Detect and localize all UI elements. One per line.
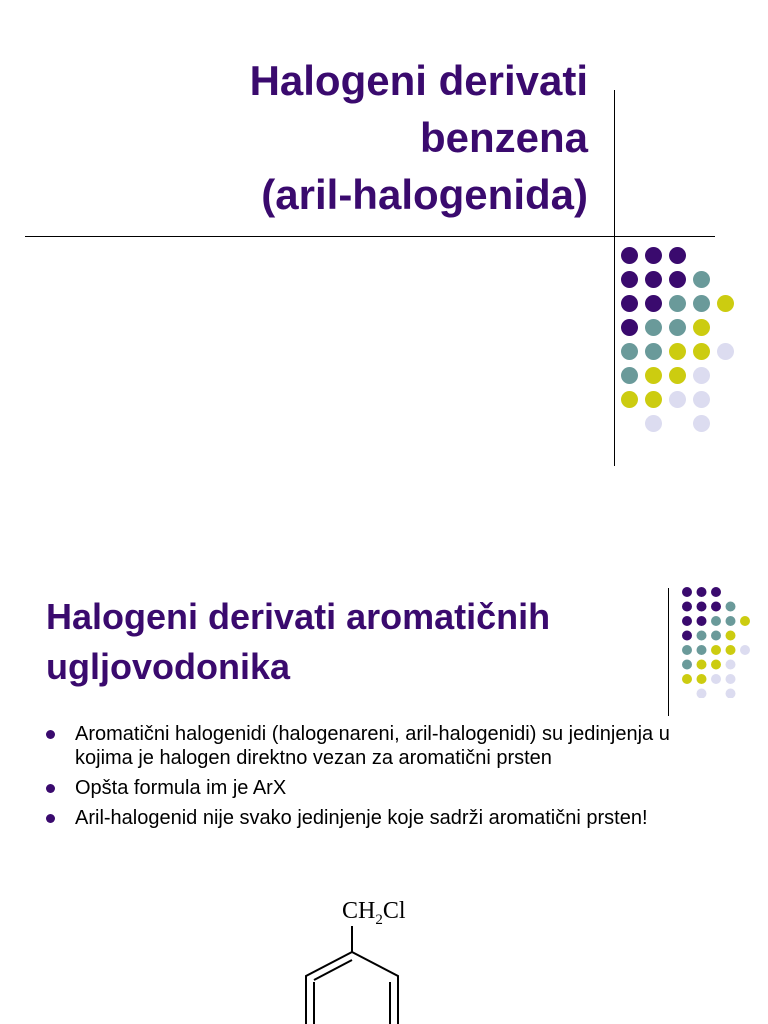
slide-1-title-line-1: Halogeni derivati xyxy=(249,57,588,104)
formula-prefix: CH xyxy=(342,898,376,924)
grid-dot xyxy=(697,631,707,641)
grid-dot xyxy=(711,631,721,641)
grid-dot xyxy=(711,645,721,655)
grid-dot xyxy=(693,271,710,288)
grid-dot xyxy=(669,271,686,288)
grid-dot xyxy=(621,295,638,312)
grid-dot xyxy=(669,247,686,264)
grid-dot xyxy=(669,391,686,408)
grid-dot xyxy=(726,631,736,641)
vertical-divider xyxy=(614,90,615,466)
grid-dot xyxy=(697,660,707,670)
grid-dot xyxy=(645,247,662,264)
bullet-item xyxy=(46,722,706,770)
grid-dot xyxy=(711,587,721,597)
grid-dot xyxy=(726,602,736,612)
bullet-item xyxy=(46,776,706,800)
grid-dot xyxy=(726,674,736,684)
grid-dot xyxy=(697,689,707,699)
grid-dot xyxy=(682,645,692,655)
grid-dot xyxy=(693,415,710,432)
grid-dot xyxy=(693,319,710,336)
grid-dot xyxy=(697,674,707,684)
slide-1-title-line-3: (aril-halogenida) xyxy=(261,171,588,218)
benzene-ring xyxy=(306,952,398,1024)
grid-dot xyxy=(682,660,692,670)
bullet-icon xyxy=(46,730,55,739)
grid-dot xyxy=(645,295,662,312)
grid-dot xyxy=(711,660,721,670)
grid-dot xyxy=(621,391,638,408)
grid-dot xyxy=(621,319,638,336)
grid-dot xyxy=(697,616,707,626)
grid-dot xyxy=(693,343,710,360)
grid-dot xyxy=(682,616,692,626)
grid-dot xyxy=(645,343,662,360)
grid-dot xyxy=(693,295,710,312)
grid-dot xyxy=(682,674,692,684)
bullet-icon xyxy=(46,784,55,793)
grid-dot xyxy=(711,674,721,684)
grid-dot xyxy=(693,367,710,384)
slide-1 xyxy=(0,0,768,500)
grid-dot xyxy=(697,587,707,597)
bullet-list xyxy=(46,722,706,836)
grid-dot xyxy=(697,602,707,612)
grid-dot xyxy=(711,602,721,612)
grid-dot xyxy=(717,295,734,312)
benzene-ring-structure xyxy=(290,894,450,1024)
grid-dot xyxy=(693,391,710,408)
dot-grid-decoration xyxy=(681,586,757,698)
bullet-text: Aromatični halogenidi (halogenareni, aril-halogenidi) su jedinjenja u kojima je halogen direktno vezan za aromatični prsten xyxy=(75,723,670,769)
grid-dot xyxy=(621,271,638,288)
grid-dot xyxy=(669,319,686,336)
grid-dot xyxy=(726,660,736,670)
grid-dot xyxy=(621,367,638,384)
grid-dot xyxy=(669,343,686,360)
grid-dot xyxy=(726,645,736,655)
grid-dot xyxy=(621,247,638,264)
slide-2-title: Halogeni derivati aromatičnih ugljovodonika xyxy=(46,596,551,687)
grid-dot xyxy=(726,616,736,626)
grid-dot xyxy=(669,295,686,312)
horizontal-divider xyxy=(25,236,715,237)
grid-dot xyxy=(726,689,736,699)
grid-dot xyxy=(682,587,692,597)
grid-dot xyxy=(645,415,662,432)
formula-subscript: 2 xyxy=(375,911,383,928)
grid-dot xyxy=(621,343,638,360)
grid-dot xyxy=(740,645,750,655)
dot-grid-decoration xyxy=(620,246,750,442)
grid-dot xyxy=(697,645,707,655)
grid-dot xyxy=(645,271,662,288)
bullet-text: Opšta formula im je ArX xyxy=(75,777,287,799)
grid-dot xyxy=(711,616,721,626)
grid-dot xyxy=(645,319,662,336)
vertical-divider xyxy=(668,588,669,716)
bullet-text: Aril-halogenid nije svako jedinjenje koje sadrži aromatični prsten! xyxy=(75,807,648,829)
bullet-icon xyxy=(46,814,55,823)
grid-dot xyxy=(740,616,750,626)
slide-2 xyxy=(0,560,768,1024)
grid-dot xyxy=(669,367,686,384)
grid-dot xyxy=(645,391,662,408)
grid-dot xyxy=(682,602,692,612)
formula-suffix: Cl xyxy=(382,898,406,924)
grid-dot xyxy=(682,631,692,641)
slide-1-title xyxy=(28,52,588,223)
grid-dot xyxy=(645,367,662,384)
grid-dot xyxy=(717,343,734,360)
bullet-item xyxy=(46,806,706,830)
slide-1-title-line-2: benzena xyxy=(419,114,588,161)
